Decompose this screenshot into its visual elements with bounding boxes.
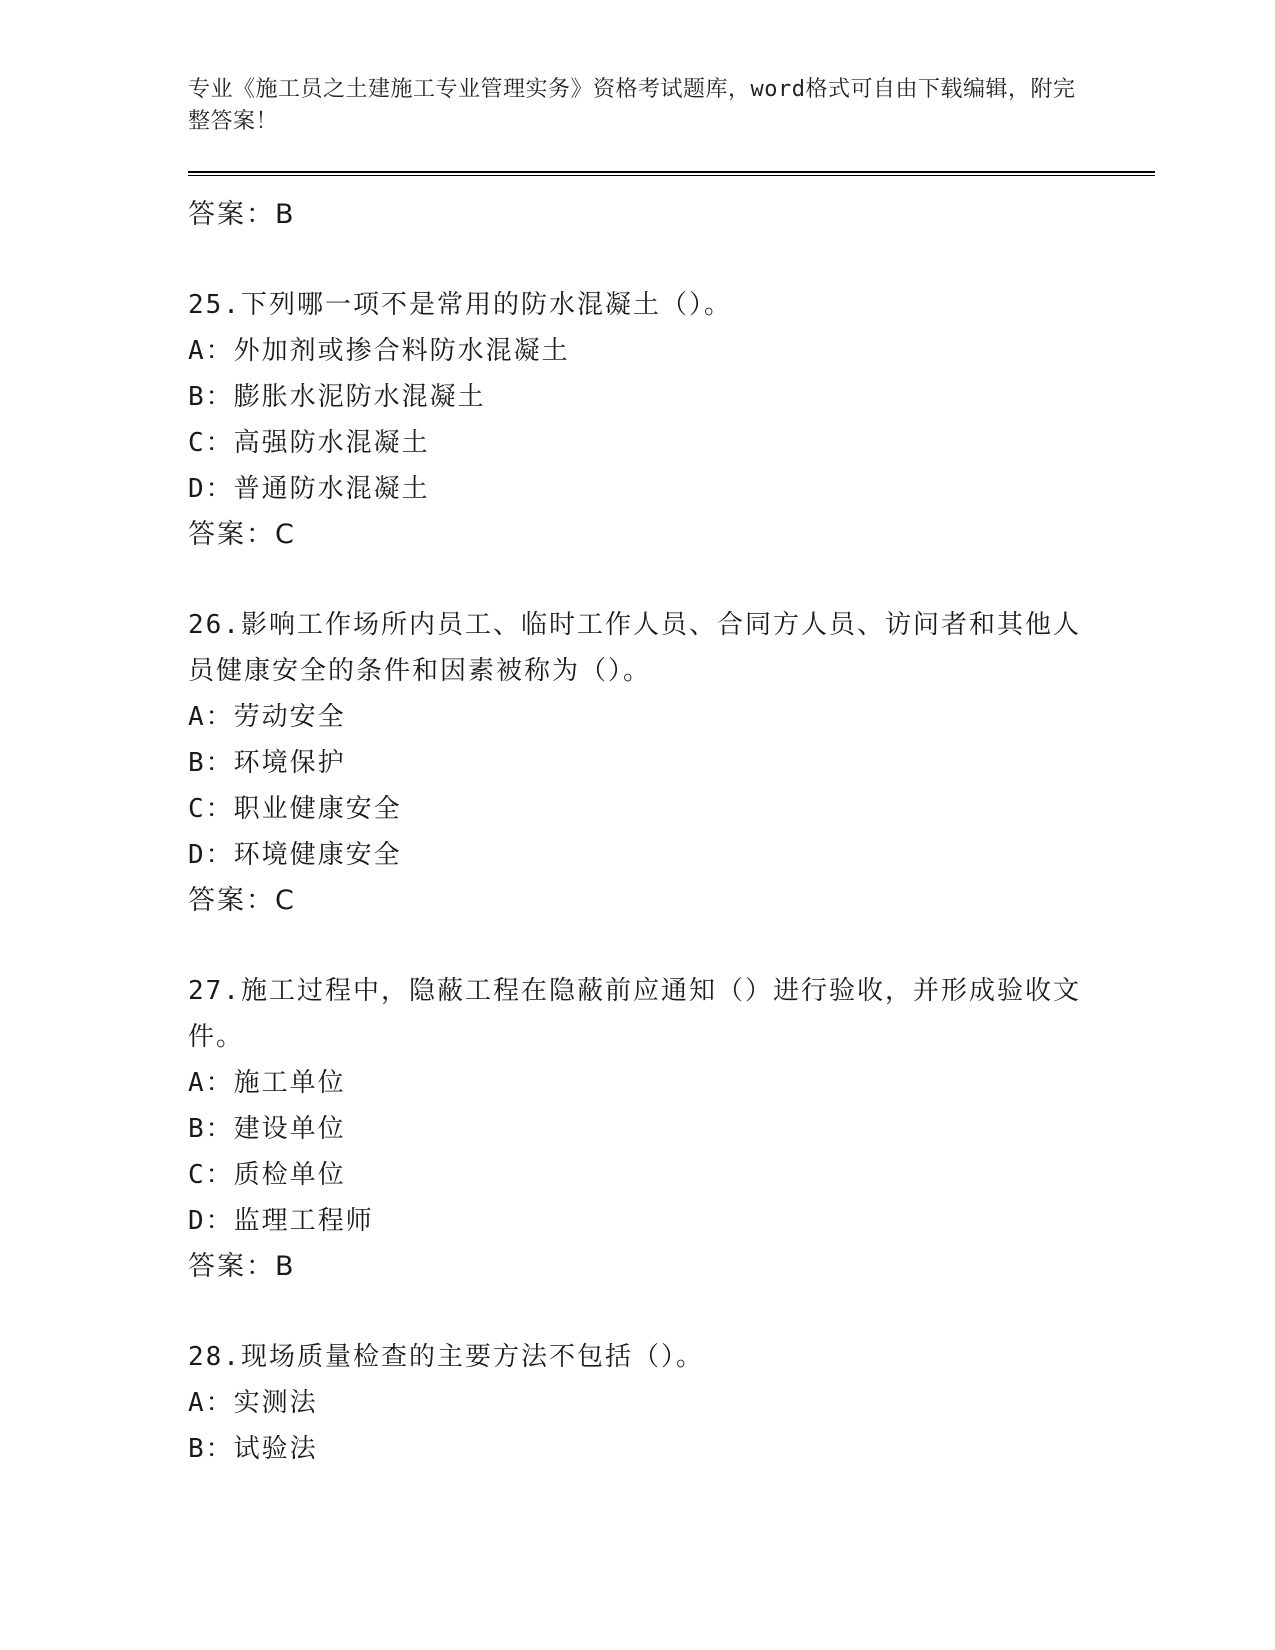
answer-line: 答案：B: [188, 1251, 296, 1282]
option-b: B：试验法: [188, 1434, 318, 1464]
option-a: A：劳动安全: [188, 702, 346, 732]
document-header: 专业《施工员之土建施工专业管理实务》资格考试题库，word格式可自由下载编辑，附完整答案！: [188, 77, 1076, 134]
question-stem: 25.下列哪一项不是常用的防水混凝土（）。: [188, 290, 732, 320]
answer-line: 答案：C: [188, 885, 296, 916]
header-rule-thin: [188, 175, 1155, 176]
option-a: A：实测法: [188, 1388, 318, 1418]
option-c: C：质检单位: [188, 1160, 346, 1190]
answer-line: 答案：C: [188, 519, 296, 550]
header-rule-thick: [188, 171, 1155, 173]
option-a: A：施工单位: [188, 1068, 346, 1098]
question-stem: 27.施工过程中，隐蔽工程在隐蔽前应通知（）进行验收，并形成验收文件。: [188, 976, 1081, 1052]
question-list: [188, 192, 1088, 1472]
option-c: C：高强防水混凝土: [188, 428, 430, 458]
option-d: D：普通防水混凝土: [188, 474, 430, 504]
question-block: [188, 282, 1088, 558]
question-block: [188, 602, 1088, 924]
option-d: D：监理工程师: [188, 1206, 374, 1236]
option-b: B：建设单位: [188, 1114, 346, 1144]
question-stem: 28.现场质量检查的主要方法不包括（）。: [188, 1342, 704, 1372]
answer-line: 答案：B: [188, 199, 296, 230]
option-b: B：环境保护: [188, 748, 346, 778]
question-block: [188, 968, 1088, 1290]
option-c: C：职业健康安全: [188, 794, 402, 824]
option-a: A：外加剂或掺合料防水混凝土: [188, 336, 570, 366]
question-stem: 26.影响工作场所内员工、临时工作人员、合同方人员、访问者和其他人员健康安全的条件和因素被称为（）。: [188, 610, 1081, 686]
option-b: B：膨胀水泥防水混凝土: [188, 382, 486, 412]
question-block: [188, 1334, 1088, 1472]
option-d: D：环境健康安全: [188, 840, 402, 870]
